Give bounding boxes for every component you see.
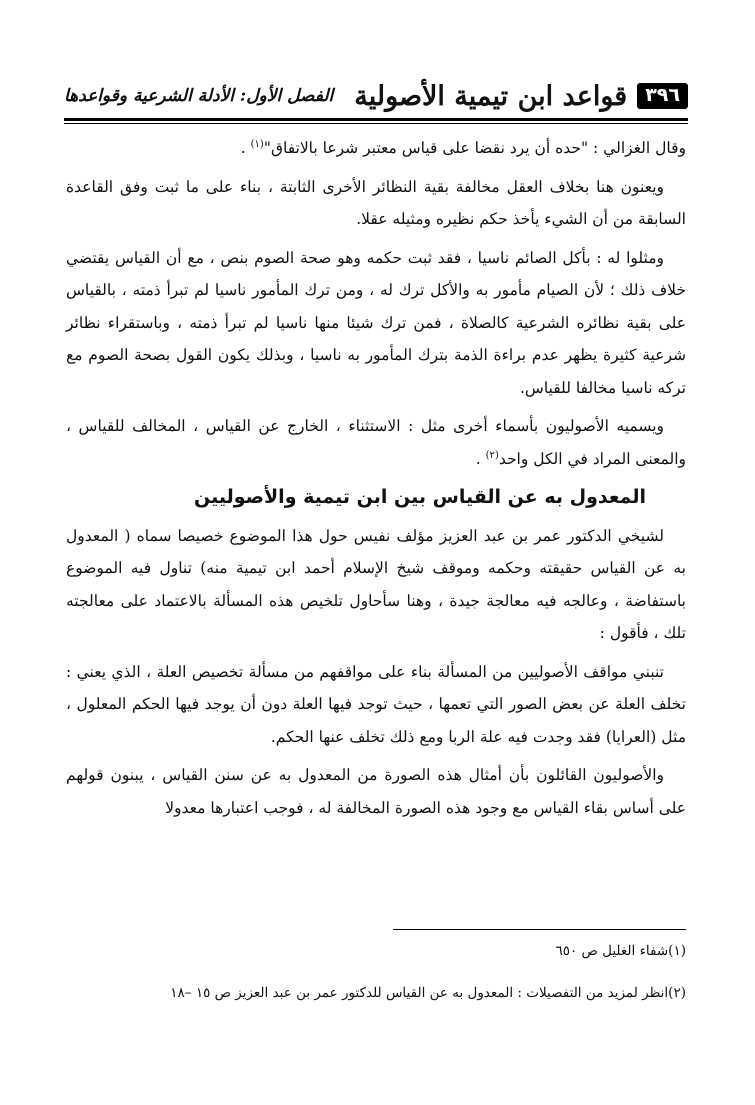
header-rule-thick: [64, 118, 688, 121]
header-rule-thin: [64, 123, 688, 124]
paragraph-illah: تنبني مواقف الأصوليين من المسألة بناء على مواقفهم من مسألة تخصيص العلة ، الذي يعني : تخلف العلة عن بعض الصور التي تعمها ، حيث توجد فيها العلة دون أن يوجد فيها الحكم المعلول ، مثل (العرايا) فقد وجدت فيه علة الربا ومع ذلك تخلف عنها الحكم.: [66, 662, 686, 746]
header-right: [354, 81, 688, 112]
footnote-2: (٢)انظر لمزيد من التفصيلات : المعدول به عن القياس للدكتور عمر بن عبد العزيز ص ١٥ –١٨: [170, 985, 686, 1001]
paragraph-sheikh-book: لشيخي الدكتور عمر بن عبد العزيز مؤلف نفيس حول هذا الموضوع خصيصا سماه ( المعدول به عن القياس حقيقته وحكمه وموقف شيخ الإسلام أحمد ابن تيمية منه) تناول فيه الموضوع باستفاضة ، وعالجه فيه معالجة جيدة ، وهنا سأحاول تلخيص هذه المسألة بالاعتماد على معالجته تلك ، فأقول :: [66, 526, 686, 642]
footnote-separator: [393, 929, 686, 930]
page-header: [64, 78, 688, 114]
paragraph-usuliyyun: والأصوليون القائلون بأن أمثال هذه الصورة من المعدول به عن سنن القياس ، يبنون قولهم على أساس بقاء القياس مع وجود هذه الصورة المخالفة له ، فوجب اعتبارها معدولا: [66, 766, 686, 817]
footnote-ref-2: (٢): [485, 449, 499, 461]
header-left: [64, 86, 333, 106]
book-title: قواعد ابن تيمية الأصولية: [354, 80, 628, 112]
page-number: ٣٩٦: [637, 83, 688, 109]
section-heading: المعدول به عن القياس بين ابن تيمية والأصوليين: [194, 486, 646, 508]
paragraph-meaning: ويعنون هنا بخلاف العقل مخالفة بقية النظائر الأخرى الثابتة ، بناء على ما ثبت وفق القاعدة السابقة من أن الشيء يأخذ حكم نظيره ومثيله عقلا.: [66, 177, 686, 228]
body-text: [66, 132, 686, 830]
paragraph-ghazali-quote: وقال الغزالي : "حده أن يرد نقضا على قياس معتبر شرعا بالاتفاق"$^{(١)}$ .: [240, 138, 686, 157]
footnote-ref-1: (١): [250, 138, 264, 150]
chapter-title: الفصل الأول: الأدلة الشرعية وقواعدها: [64, 86, 334, 106]
paragraph-example: ومثلوا له : بأكل الصائم ناسيا ، فقد ثبت حكمه وهو صحة الصوم بنص ، مع أن القياس يقتضي خلاف ذلك ؛ لأن الصيام مأمور به والأكل ترك له ، ومن ترك المأمور ناسيا لم تبرأ ذمته ، بالقياس على بقية نظائره الشرعية كالصلاة ، فمن ترك شيئا منها ناسيا لم تبرأ ذمته ، وباستقراء نظائر شرعية كثيرة يظهر عدم براءة الذمة بترك المأمور به ناسيا ، وبذلك يكون القول بصحة الصوم مع تركه ناسيا مخالفا للقياس.: [66, 248, 686, 397]
paragraph-other-names: ويسميه الأصوليون بأسماء أخرى مثل : الاستثناء ، الخارج عن القياس ، المخالف للقياس ، والمعنى المراد في الكل واحد$^{(٢)}$ .: [66, 417, 686, 468]
footnotes: [66, 940, 686, 1024]
footnote-1: (١)شفاء الغليل ص ٦٥٠: [555, 943, 686, 959]
